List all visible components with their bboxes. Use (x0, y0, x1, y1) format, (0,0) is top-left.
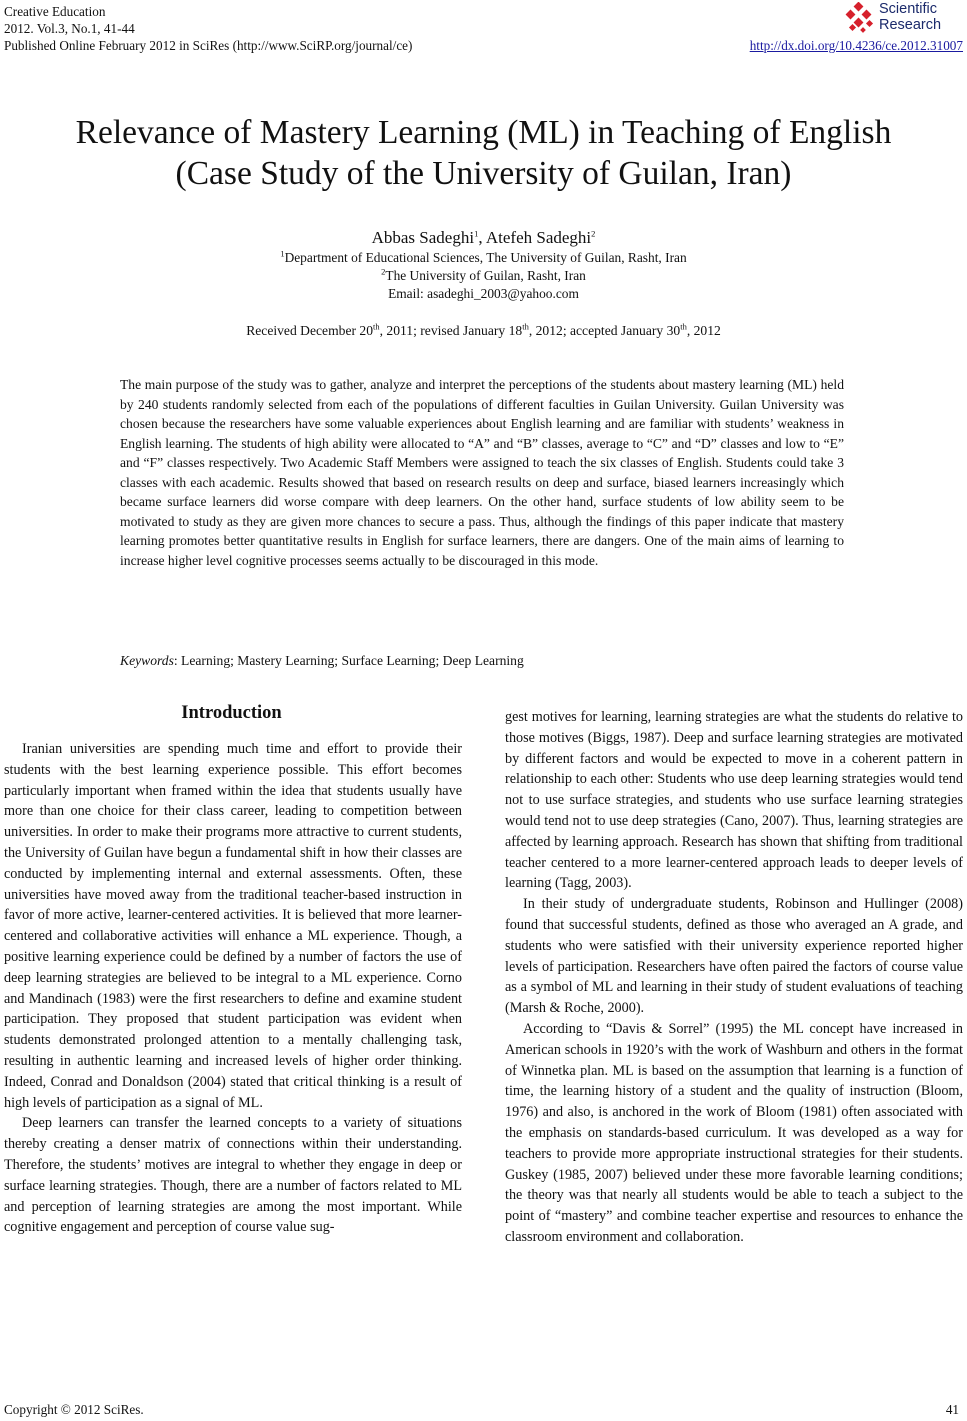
title-line-1: Relevance of Mastery Learning (ML) in Teaching of English (75, 114, 892, 151)
revised-text: , 2011; revised January 18 (379, 323, 523, 338)
keywords-label: Keywords (120, 653, 174, 668)
author-2-sup: 2 (591, 228, 596, 239)
volume-info: 2012. Vol.3, No.1, 41-44 (4, 21, 135, 36)
accepted-sup: th (680, 321, 687, 332)
paper-title (0, 112, 967, 194)
logo-line-1: Scientific (879, 1, 938, 17)
scires-logo (841, 2, 961, 38)
affiliation-2-sup: 2 (381, 266, 386, 277)
doi-link[interactable]: http://dx.doi.org/10.4236/ce.2012.31007 (749, 38, 963, 53)
keywords-list: : Learning; Mastery Learning; Surface Learning; Deep Learning (173, 653, 524, 668)
introduction-heading: Introduction (181, 703, 282, 723)
received-text: Received December 20 (246, 323, 373, 338)
authors (0, 227, 967, 248)
paragraph: According to “Davis & Sorrel” (1995) the ML concept have increased in American schools in 1920’s with the work of Washburn and others in the format of Winnetka plan. ML is based on the assumption that learning is a function of time, the learning history of a student and the quality of instruction (Bloom, 1976) and also, is anchored in the work of Bloom (1981) often associated with the emphasis on standards-based curriculum. It was developed as a way for teachers to provide more appropriate instructional strategies for their students. Guskey (1985, 2007) believed under these more favorable learning conditions; the theory was that nearly all students would be able to teach a subject to the point of “mastery” and combine teacher expertise and resources to enhance the classroom environment and collaboration. (505, 1020, 963, 1245)
scires-logo-icon (841, 2, 877, 36)
affiliation-2 (0, 267, 967, 285)
author-email: Email: asadeghi_2003@yahoo.com (388, 286, 579, 301)
right-column (505, 707, 963, 1248)
published-info: Published Online February 2012 in SciRes (http://www.SciRP.org/journal/ce) (4, 38, 413, 53)
scires-logo-text (879, 2, 941, 33)
revised-sup: th (522, 321, 529, 332)
affiliation-2-text: The University of Guilan, Rasht, Iran (385, 268, 586, 283)
copyright-footer: Copyright © 2012 SciRes. (4, 1402, 144, 1417)
author-2: Atefeh Sadeghi (485, 228, 592, 247)
paragraph: In their study of undergraduate students, Robinson and Hullinger (2008) found that successful students, defined as those who averaged an A grade, and students who were satisfied with their university experience reported higher levels of participation. Researchers have often paired the factors of course value as a symbol of ML and learning in their study of student evaluations of teaching (Marsh & Roche, 2000). (505, 896, 963, 1017)
author-1-sup: 1 (474, 228, 479, 239)
affiliation-1-sup: 1 (280, 248, 285, 259)
keywords (120, 651, 844, 670)
author-sep: , (478, 228, 486, 247)
paragraph: Iranian universities are spending much time and effort to provide their students with the best learning experience possible. This effort becomes particularly important when framed within the idea that students usually have more than one choice for their class career, leading to competition between universities. In order to make their programs more attractive to current students, the University of Guilan have begun a fundamental shift in how their classes are conducted by implementing internal and external assessments. Often, these universities have moved away from the traditional teacher-based instruction in favor of more active, learner-centered activities. It is believed that more learner-centered and collaborative activities will enhance a ML experience. Though, a positive learning experience could be defined by a number of factors the use of deep learning strategies are believed to be integral to a ML experience. Corno and Mandinach (1983) were the first researchers to define and examine student participation. They proposed that student participation was evident when students demonstrated prolonged attention to a mentally challenging task, resulting in authentic learning and increased levels of higher order thinking. Indeed, Conrad and Donaldson (2004) stated that critical thinking is a result of high levels of participation as a signal of ML. (4, 741, 462, 1111)
received-sup: th (373, 321, 380, 332)
left-column (4, 739, 462, 1238)
title-line-2: (Case Study of the University of Guilan, Iran) (175, 155, 792, 192)
paragraph: gest motives for learning, learning strategies are what the students do relative to those motives (Biggs, 1987). Deep and surface learning strategies are motivated by different factors and would be expected to move in a coherent pattern in relationship to each other: Students who use deep learning strategies would tend not to use surface strategies, and students who use surface learning strategies would tend not to use deep strategies (Cano, 2007). Thus, learning strategies are affected by learning approach. Research has shown that shifting from traditional teacher centered to a more learner-centered approach leads to deeper levels of learning (Tagg, 2003). (505, 709, 963, 892)
affiliation-1 (0, 249, 967, 267)
abstract: The main purpose of the study was to gather, analyze and interpret the perceptions of the students about mastery learning (ML) held by 240 students randomly selected from each of the populations of different faculties in Guilan University. Guilan University was chosen because the researchers have some valuable experiences about English learning and are familiar with students’ weakness in English learning. The students of high ability were allocated to “A” and “B” classes, average to “C” and “D” classes and low to “E” and “F” classes respectively. Two Academic Staff Members were assigned to teach the six classes of English. Students could take 3 classes with each academic. Results showed that based on research results on deep and surface, biased learners increasingly which became surface learners did worse compare with deep learners. On the other hand, surface students of low ability seem to be motivated to study as they are given more chances to secure a pass. Thus, although the findings of this paper indicate that mastery learning promotes better quantitative results in English for surface learners, there are dangers. One of the main aims of learning to increase higher level cognitive processes seems actually to be discouraged in this mode. (120, 377, 844, 568)
accepted-text: , 2012; accepted January 30 (528, 323, 681, 338)
received-dates (0, 322, 967, 340)
affiliation-1-text: Department of Educational Sciences, The University of Guilan, Rasht, Iran (284, 250, 687, 265)
accepted-year: , 2012 (686, 323, 721, 338)
page-number: 41 (945, 1402, 959, 1417)
logo-line-2: Research (879, 16, 942, 33)
paragraph: Deep learners can transfer the learned concepts to a variety of situations thereby creating a denser matrix of connections within their understanding. Therefore, the students’ motives are integral to whether they engage in deep or surface learning strategies. Though, there are a number of factors related to ML and perception of learning strategies are among the most important. While cognitive engagement and perception of course value sug- (4, 1115, 462, 1236)
author-1: Abbas Sadeghi (371, 228, 475, 247)
journal-name: Creative Education (4, 4, 106, 19)
